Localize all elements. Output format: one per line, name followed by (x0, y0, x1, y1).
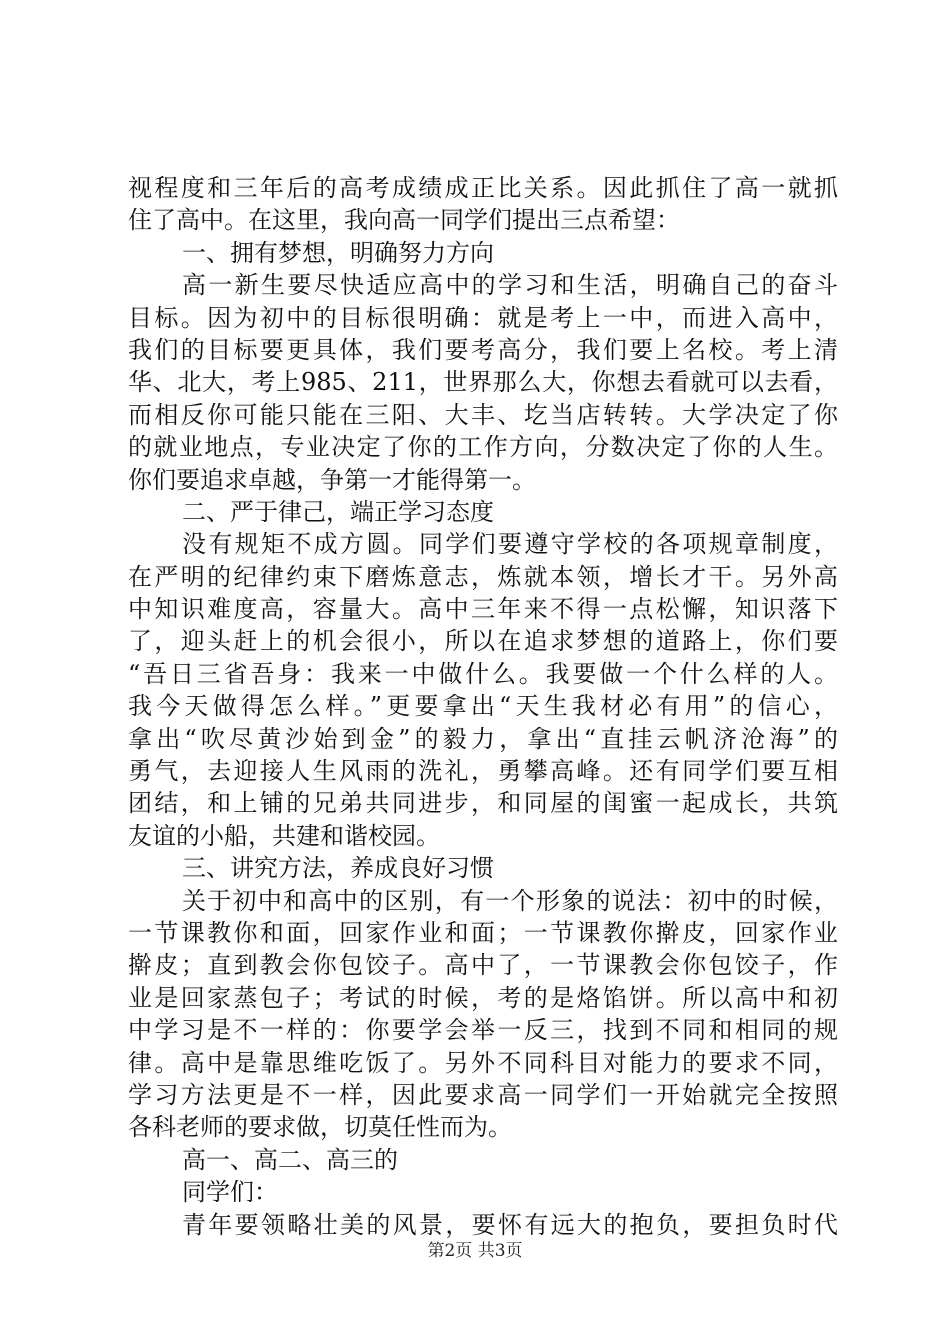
text-line: 一节课教你和面，回家作业和面；一节课教你擀皮，回家作业 (128, 918, 838, 947)
text-line: 团结，和上铺的兄弟共同进步，和同屋的闺蜜一起成长，共筑 (128, 789, 838, 818)
document-body (128, 172, 838, 1241)
text-line: 青年要领略壮美的风景，要怀有远大的抱负，要担负时代 (182, 1210, 838, 1239)
text-line: 了，迎头赶上的机会很小，所以在追求梦想的道路上，你们要 (128, 627, 838, 656)
text-line: 律。高中是靠思维吃饭了。另外不同科目对能力的要求不同， (128, 1048, 838, 1077)
text-line: 的就业地点，专业决定了你的工作方向，分数决定了你的人生。 (128, 433, 838, 462)
text-line: “吾日三省吾身：我来一中做什么。我要做一个什么样的人。 (128, 659, 838, 688)
page-footer: 第2页 共3页 (427, 1241, 523, 1261)
text-line: 各科老师的要求做，切莫任性而为。 (128, 1113, 512, 1142)
text-line: 在严明的纪律约束下磨炼意志，炼就本领，增长才干。另外高 (128, 562, 838, 591)
text-line: 二、严于律己，端正学习态度 (182, 497, 494, 526)
text-line: 没有规矩不成方圆。同学们要遵守学校的各项规章制度， (182, 530, 838, 559)
text-line: 住了高中。在这里，我向高一同学们提出三点希望： (128, 206, 680, 235)
text-line: 高一、高二、高三的 (182, 1145, 398, 1174)
text-line: 一、拥有梦想，明确努力方向 (182, 238, 494, 267)
text-line: 我们的目标要更具体，我们要考高分，我们要上名校。考上清 (128, 335, 838, 364)
text-line: 拿出“吹尽黄沙始到金”的毅力，拿出“直挂云帆济沧海”的 (128, 724, 838, 753)
text-line: 关于初中和高中的区别，有一个形象的说法：初中的时候， (182, 886, 838, 915)
text-line: 华、北大，考上985、211，世界那么大，你想去看就可以去看， (128, 368, 838, 397)
text-line: 视程度和三年后的高考成绩成正比关系。因此抓住了高一就抓 (128, 174, 838, 202)
text-line: 我今天做得怎么样。”更要拿出“天生我材必有用”的信心， (128, 692, 838, 721)
text-line: 而相反你可能只能在三阳、大丰、圪当店转转。大学决定了你 (128, 400, 838, 429)
text-line: 三、讲究方法，养成良好习惯 (182, 854, 494, 883)
text-line: 同学们： (182, 1178, 278, 1207)
text-line: 中知识难度高，容量大。高中三年来不得一点松懈，知识落下 (128, 595, 838, 624)
text-line: 你们要追求卓越，争第一才能得第一。 (128, 465, 536, 494)
text-line: 勇气，去迎接人生风雨的洗礼，勇攀高峰。还有同学们要互相 (128, 757, 838, 786)
text-line: 友谊的小船，共建和谐校园。 (128, 821, 440, 850)
text-line: 擀皮；直到教会你包饺子。高中了，一节课教会你包饺子，作 (128, 951, 838, 980)
text-line: 目标。因为初中的目标很明确：就是考上一中，而进入高中， (128, 303, 838, 332)
text-line: 业是回家蒸包子；考试的时候，考的是烙馅饼。所以高中和初 (128, 983, 838, 1012)
text-line: 学习方法更是不一样，因此要求高一同学们一开始就完全按照 (128, 1080, 838, 1109)
text-line: 高一新生要尽快适应高中的学习和生活，明确自己的奋斗 (182, 271, 838, 300)
text-line: 中学习是不一样的：你要学会举一反三，找到不同和相同的规 (128, 1016, 838, 1045)
